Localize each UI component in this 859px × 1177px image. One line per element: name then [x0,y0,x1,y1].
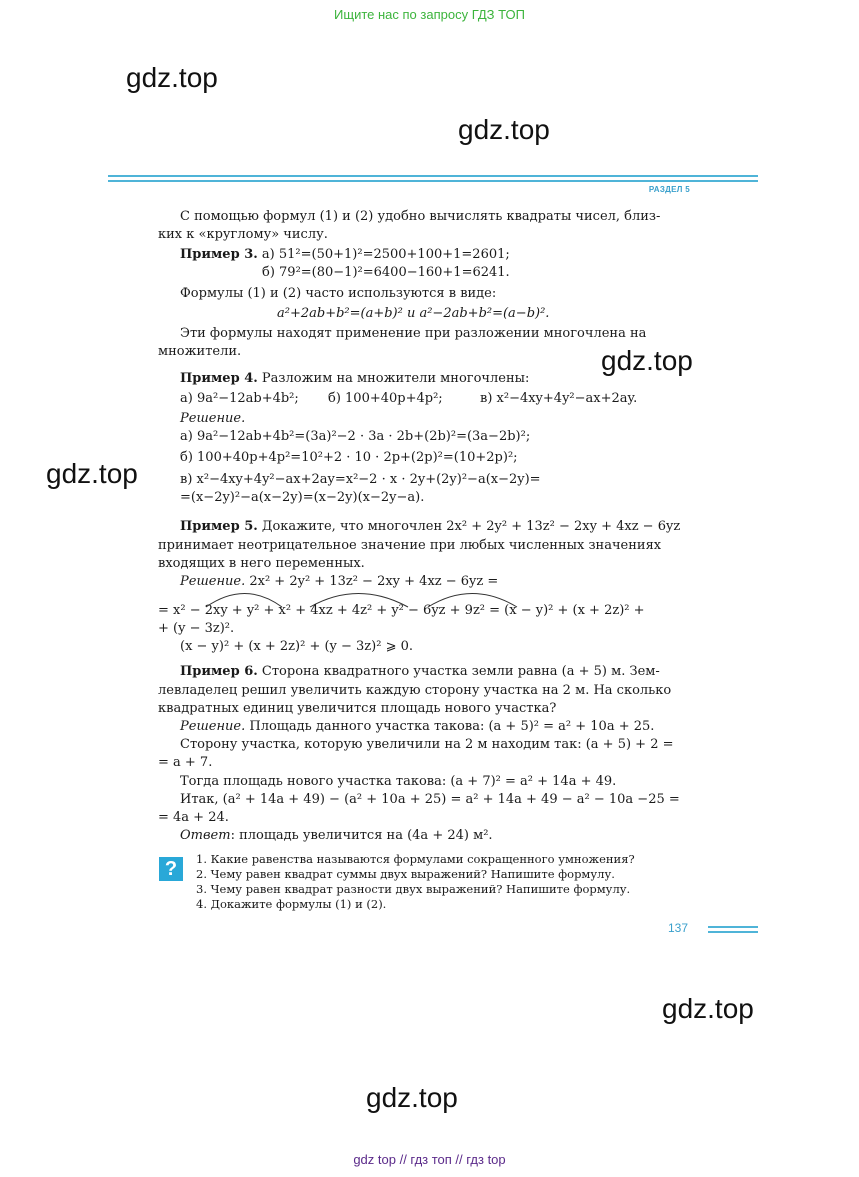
watermark: gdz.top [601,345,693,376]
text-line: Тогда площадь нового участка такова: (a + 7)² = a² + 14a + 49. [180,774,617,789]
text-line: ких к «круглому» числу. [158,227,328,242]
footer-rule [708,926,758,928]
example-label: Пример 5. [180,519,258,534]
formula: a²+2ab+b²=(a+b)² и a²−2ab+b²=(a−b)². [277,306,550,321]
text-line: Сторона квадратного участка земли равна (a + 5) м. Зем- [261,664,660,679]
text-line: множители. [158,344,242,359]
solution-label: Решение. [180,574,246,589]
text-line: принимает неотрицательное значение при любых численных значениях [158,538,662,553]
text-line: б) 79²=(80−1)²=6400−160+1=6241. [262,265,510,280]
question-item: 4. Докажите формулы (1) и (2). [196,897,387,911]
top-banner[interactable]: Ищите нас по запросу ГДЗ ТОП [334,7,525,22]
header-rule [108,180,758,182]
watermark: gdz.top [126,62,218,93]
text-line: квадратных единиц увеличится площадь нового участка? [158,701,557,716]
watermark: gdz.top [46,458,138,489]
text-line: входящих в него переменных. [158,556,365,571]
example-6 [180,663,660,680]
text-line: Сторону участка, которую увеличили на 2 м находим так: (a + 5) + 2 = [180,737,674,752]
text-line: С помощью формул (1) и (2) удобно вычислять квадраты чисел, близ- [180,209,661,224]
question-item: 2. Чему равен квадрат суммы двух выражений? Напишите формулу. [196,867,615,881]
solution-label: Решение. [180,719,246,734]
example-label: Пример 3. [180,247,258,262]
text-line: = x² − 2xy + y² + x² + 4xz + 4z² + y² − 6yz + 9z² = (x − y)² + (x + 2z)² + [158,603,645,618]
example-5 [180,518,680,535]
text-line: Эти формулы находят применение при разложении многочлена на [180,326,647,341]
question-item: 1. Какие равенства называются формулами сокращенного умножения? [196,852,635,866]
text-line: Формулы (1) и (2) часто используются в виде: [180,286,497,301]
page-number: 137 [668,921,689,935]
answer-line [180,827,493,844]
solution-label: Решение. [180,411,246,426]
text-line: в) x²−4xy+4y²−ax+2ay. [480,391,638,406]
text-line: : площадь увеличится на (4a + 24) м². [230,828,493,843]
text-line: (x − y)² + (x + 2z)² + (y − 3z)² ⩾ 0. [180,639,414,654]
text-line: = 4a + 24. [158,810,229,825]
footer-links[interactable]: gdz top // гдз топ // гдз top [353,1152,506,1167]
example-4 [180,370,529,387]
solution-line [180,718,654,735]
example-label: Пример 6. [180,664,258,679]
solution-line [180,573,498,590]
text-line: =(x−2y)²−a(x−2y)=(x−2y)(x−2y−a). [180,490,425,505]
text-line: б) 100+40p+4p²=10²+2 · 10 · 2p+(2p)²=(10+2p)²; [180,450,518,465]
footer-rule [708,931,758,933]
text-line: + (y − 3z)². [158,621,235,636]
text-line: Площадь данного участка такова: (a + 5)² = a² + 10a + 25. [249,719,655,734]
text-line: левладелец решил увеличить каждую сторону участка на 2 м. На сколько [158,683,672,698]
example-label: Пример 4. [180,371,258,386]
text-line: Итак, (a² + 14a + 49) − (a² + 10a + 25) = a² + 14a + 49 − a² − 10a −25 = [180,792,680,807]
answer-label: Ответ [180,828,231,843]
section-label: РАЗДЕЛ 5 [648,185,690,194]
text-line: а) 51²=(50+1)²=2500+100+1=2601; [261,247,510,262]
text-line: = a + 7. [158,755,213,770]
watermark: gdz.top [366,1082,458,1113]
text-line: Разложим на множители многочлены: [261,371,530,386]
text-line: а) 9a²−12ab+4b²; [180,391,299,406]
example-3 [180,246,510,263]
watermark: gdz.top [662,993,754,1024]
text-line: Докажите, что многочлен 2x² + 2y² + 13z² − 2xy + 4xz − 6yz [261,519,681,534]
text-line: 2x² + 2y² + 13z² − 2xy + 4xz − 6yz = [249,574,499,589]
header-rule [108,175,758,177]
question-item: 3. Чему равен квадрат разности двух выражений? Напишите формулу. [196,882,631,896]
watermark: gdz.top [458,114,550,145]
text-line: в) x²−4xy+4y²−ax+2ay=x²−2 · x · 2y+(2y)²−a(x−2y)= [180,472,541,487]
question-icon: ? [159,857,183,881]
text-line: б) 100+40p+4p²; [328,391,443,406]
text-line: а) 9a²−12ab+4b²=(3a)²−2 · 3a · 2b+(2b)²=(3a−2b)²; [180,429,531,444]
